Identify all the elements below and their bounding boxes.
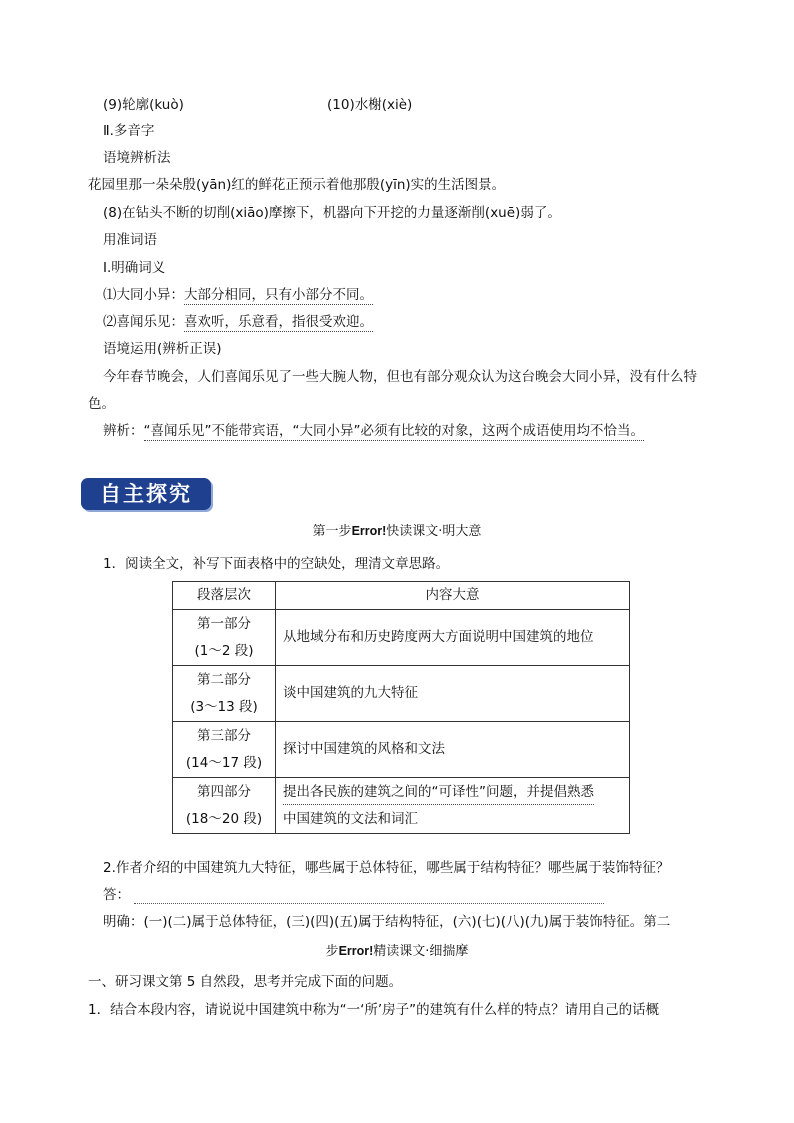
polyphonic-sentence-1: 花园里那一朵朵殷(yān)红的鲜花正预示着他那殷(yīn)实的生活图景。	[88, 177, 506, 193]
usage-sentence-line-2: 色。	[88, 396, 115, 412]
structure-table	[172, 581, 630, 834]
pronunciation-item-10: (10)水榭(xiè)	[327, 97, 413, 113]
table-cell-content	[276, 778, 630, 834]
part-label: 第四部分	[197, 783, 251, 800]
part-range: (14～17 段)	[185, 754, 263, 771]
table-header-layer: 段落层次	[173, 582, 276, 610]
polyphonic-heading: Ⅱ.多音字	[103, 123, 155, 139]
polyphonic-method: 语境辨析法	[103, 150, 171, 166]
question-2: 2.作者介绍的中国建筑九大特征，哪些属于总体特征，哪些属于结构特征？哪些属于装饰特征？	[103, 860, 670, 876]
part-label: 第三部分	[197, 727, 251, 744]
definition-2	[103, 313, 373, 331]
step-2-error: Error!	[338, 944, 374, 958]
table-cell-part	[173, 610, 276, 666]
definition-1-term: ⑴大同小异：	[103, 287, 184, 303]
part-range: (3～13 段)	[190, 698, 258, 715]
step-2-suffix: 精读课文·细揣摩	[373, 944, 469, 959]
words-sub-heading: Ⅰ.明确词义	[103, 260, 166, 276]
content-line-1: 提出各民族的建筑之间的“可译性”问题，并提倡熟悉	[283, 781, 594, 805]
part-label: 第一部分	[197, 615, 251, 632]
step-1-prefix: 第一步	[312, 524, 352, 539]
content-line-2: 中国建筑的文法和词汇	[283, 811, 418, 827]
section-1-heading: 一、研习课文第 5 自然段，思考并完成下面的问题。	[88, 974, 403, 990]
part-label: 第二部分	[197, 671, 251, 688]
table-cell-content: 探讨中国建筑的风格和文法	[276, 722, 630, 778]
table-row	[173, 666, 630, 722]
part-range: (18～20 段)	[185, 810, 263, 827]
answer-blank[interactable]	[134, 903, 604, 904]
usage-sentence-line-1: 今年春节晚会，人们喜闻乐见了一些大腕人物，但也有部分观众认为这台晚会大同小异，没有什么特	[103, 369, 697, 385]
definition-1-meaning: 大部分相同，只有小部分不同。	[184, 287, 373, 303]
step-2-title	[0, 942, 794, 961]
section-banner-title: 自主探究	[100, 482, 192, 506]
table-row	[173, 610, 630, 666]
table-header-row	[173, 582, 630, 610]
polyphonic-sentence-2: (8)在钻头不断的切削(xiāo)摩擦下，机器向下开挖的力量逐渐削(xuē)弱了。	[103, 205, 561, 221]
table-cell-content: 从地域分布和历史跨度两大方面说明中国建筑的地位	[276, 610, 630, 666]
clarify-text: 明确：(一)(二)属于总体特征，(三)(四)(五)属于结构特征，(六)(七)(八)(九)属于装饰特征。第二	[103, 914, 671, 930]
table-cell-part	[173, 778, 276, 834]
answer-label: 答：	[103, 887, 130, 903]
analysis-text: “喜闻乐见”不能带宾语，“大同小异”必须有比较的对象，这两个成语使用均不恰当。	[143, 423, 644, 439]
question-3: 1．结合本段内容，请说说中国建筑中称为“一‘所’房子”的建筑有什么样的特点？请用自己的话概	[88, 1002, 660, 1018]
definition-2-meaning: 喜欢听，乐意看，指很受欢迎。	[184, 314, 373, 330]
table-header-content: 内容大意	[276, 582, 630, 610]
table-row	[173, 722, 630, 778]
table-cell-content: 谈中国建筑的九大特征	[276, 666, 630, 722]
step-1-suffix: 快读课文·明大意	[386, 524, 482, 539]
step-1-title	[0, 522, 794, 541]
table-row	[173, 778, 630, 834]
step-1-error: Error!	[351, 524, 387, 538]
pronunciation-item-9: (9)轮廓(kuò)	[103, 97, 184, 113]
step-2-prefix: 步	[325, 944, 339, 959]
table-cell-part	[173, 722, 276, 778]
usage-heading: 语境运用(辨析正误)	[103, 341, 222, 357]
table-cell-part	[173, 666, 276, 722]
analysis-label: 辨析：	[103, 423, 144, 439]
analysis	[103, 422, 644, 440]
definition-2-term: ⑵喜闻乐见：	[103, 314, 184, 330]
words-heading: 用准词语	[103, 232, 157, 248]
section-banner	[81, 478, 211, 510]
part-range: (1～2 段)	[194, 642, 254, 659]
definition-1	[103, 286, 373, 304]
question-1: 1．阅读全文，补写下面表格中的空缺处，理清文章思路。	[103, 556, 450, 572]
